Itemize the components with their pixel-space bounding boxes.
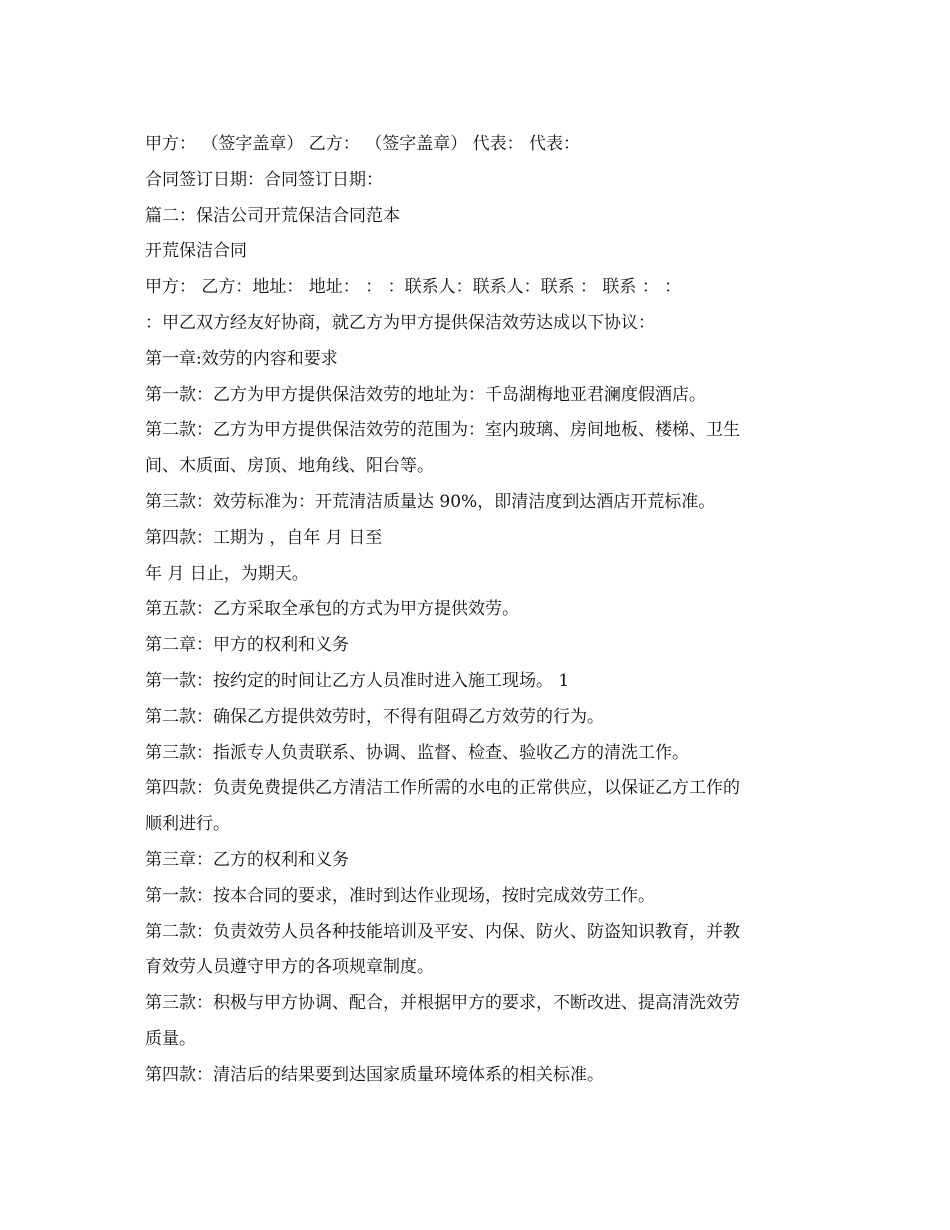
text-line-preamble: ：甲乙双方经友好协商，就乙方为甲方提供保洁效劳达成以下协议： [145,312,655,333]
clause-line: 第四款：清洁后的结果要到达国家质量环境体系的相关标准。 [145,1064,604,1085]
document-body [145,127,810,1094]
clause-line: 第四款：工期为 ，自年 月 日至 [145,527,383,548]
section-heading-part-two: 篇二：保洁公司开荒保洁合同范本 [145,205,400,226]
chapter-heading-1: 第一章:效劳的内容和要求 [145,348,338,369]
text-line-sign-date: 合同签订日期：合同签订日期： [145,169,383,190]
clause-line: 第四款：负责免费提供乙方清洁工作所需的水电的正常供应，以保证乙方工作的 [145,778,740,799]
clause-line: 第五款：乙方采取全承包的方式为甲方提供效劳。 [145,599,519,620]
clause-line: 第一款：按约定的时间让乙方人员准时进入施工现场。 1 [145,670,570,691]
clause-line: 育效劳人员遵守甲方的各项规章制度。 [145,957,434,978]
clause-line: 第三款：积极与甲方协调、配合，并根据甲方的要求，不断改进、提高清洗效劳 [145,993,740,1014]
clause-line: 第三款：效劳标准为：开荒清洁质量达 90%，即清洁度到达酒店开荒标准。 [145,491,716,512]
clause-line: 第三款：指派专人负责联系、协调、监督、检查、验收乙方的清洗工作。 [145,742,689,763]
clause-line: 第二款：乙方为甲方提供保洁效劳的范围为：室内玻璃、房间地板、楼梯、卫生 [145,420,740,441]
text-line-signatures: 甲方： （签字盖章） 乙方： （签字盖章） 代表： 代表： [145,134,581,154]
clause-line: 年 月 日止，为期天。 [145,563,309,584]
chapter-heading-3: 第三章：乙方的权利和义务 [145,849,349,870]
clause-line: 质量。 [145,1028,196,1049]
text-line-parties: 甲方： 乙方：地址： 地址： ： ：联系人：联系人：联系 ： 联系 ： ： [145,277,682,298]
clause-line: 间、木质面、房顶、地角线、阳台等。 [145,456,434,477]
clause-line: 第一款：乙方为甲方提供保洁效劳的地址为：千岛湖梅地亚君澜度假酒店。 [145,384,706,405]
clause-line: 顺利进行。 [145,814,230,835]
clause-line: 第二款：确保乙方提供效劳时，不得有阻碍乙方效劳的行为。 [145,706,604,727]
clause-line: 第一款：按本合同的要求，准时到达作业现场，按时完成效劳工作。 [145,885,655,906]
clause-line: 第二款：负责效劳人员各种技能培训及平安、内保、防火、防盗知识教育，并教 [145,921,740,942]
contract-title: 开荒保洁合同 [145,241,247,262]
chapter-heading-2: 第二章：甲方的权利和义务 [145,635,349,656]
